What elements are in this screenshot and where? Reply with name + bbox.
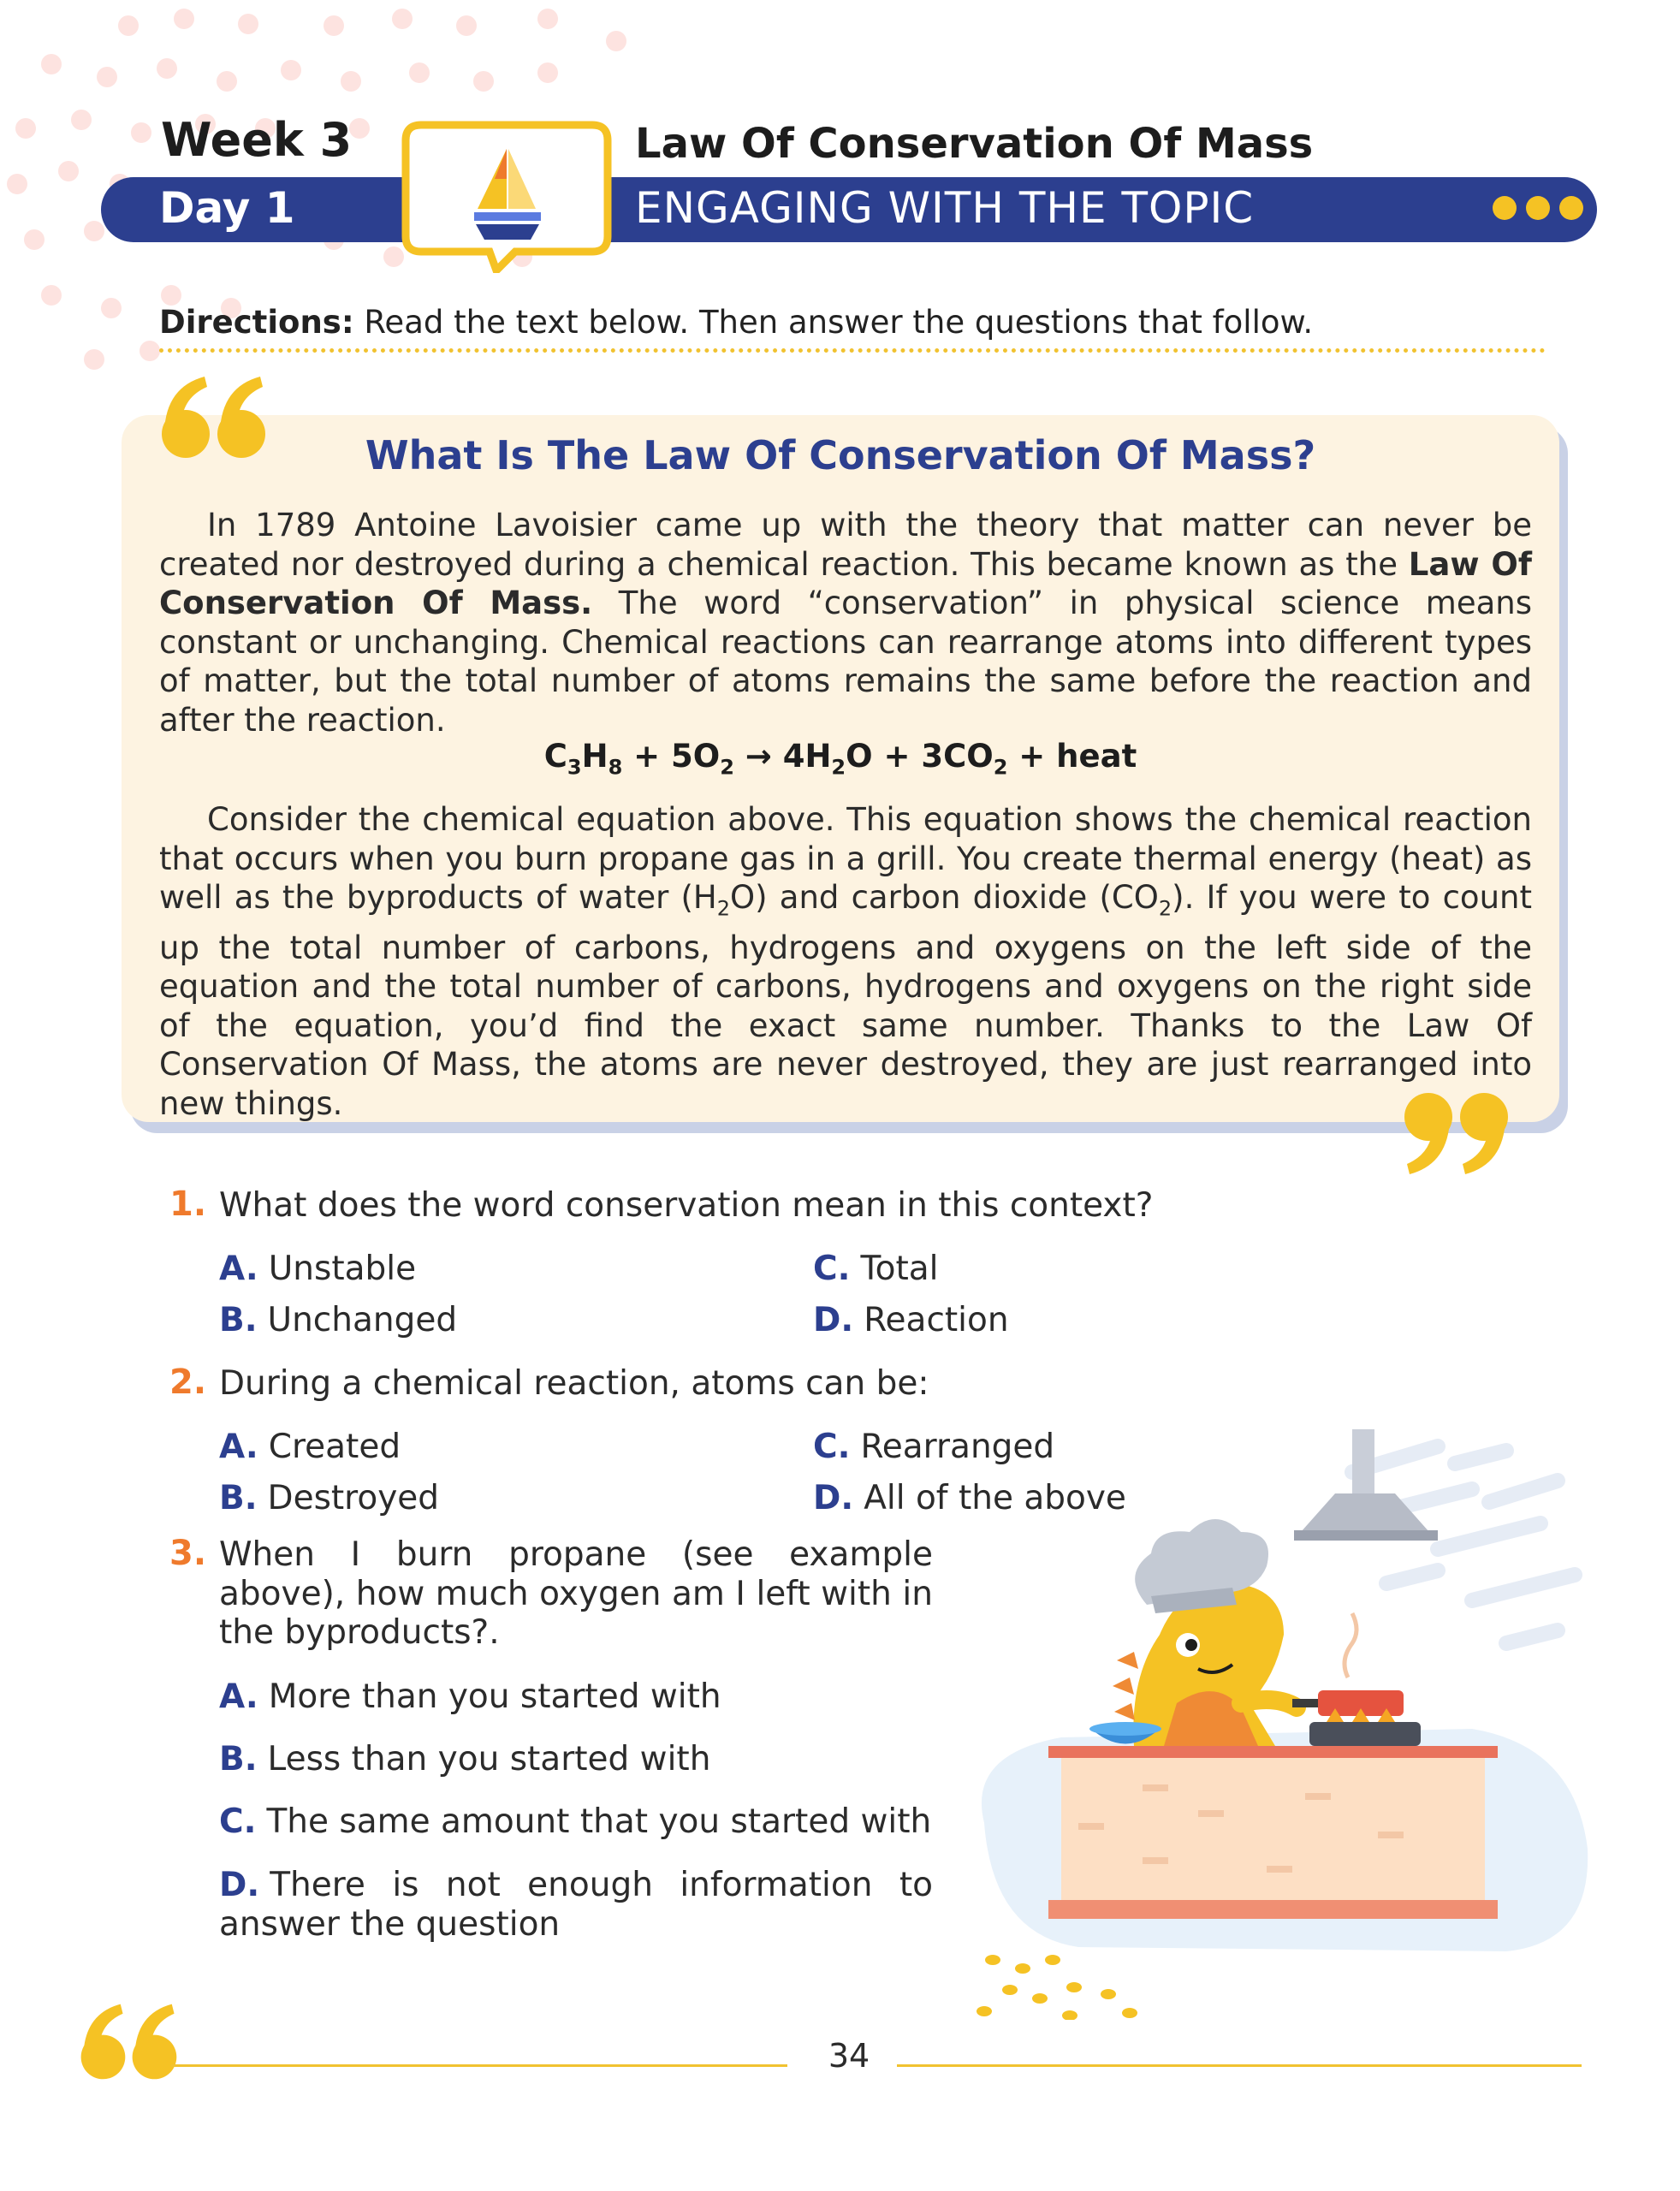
passage-text: In 1789 Antoine Lavoisier came up with the theory that matter can never be created nor destroyed during a chemical reaction. This became known as the [159,507,1532,583]
option-letter: A. [219,1428,258,1466]
directions-label: Directions: [159,304,354,341]
q3-option-a[interactable] [219,1677,721,1716]
option-text: Rearranged [860,1428,1055,1466]
option-letter: C. [813,1428,851,1466]
option-text: Unstable [268,1250,417,1288]
footer-quote-icon [77,1994,180,2088]
sailboat-logo-icon [395,115,618,273]
chemical-equation [122,738,1559,779]
eq-sub: 8 [608,755,623,780]
reading-title: What Is The Law Of Conservation Of Mass? [365,432,1316,478]
week-label: Week 3 [161,113,353,167]
day-label: Day 1 [159,183,295,233]
eq-sub: 2 [831,755,846,780]
section-subtitle: ENGAGING WITH THE TOPIC [635,183,1255,233]
page-number: 34 [828,2037,870,2075]
passage-text: ). If you were to count up the total number of carbons, hydrogens and oxygens on the left side of the equation and the total number of carbons, hydrogens and oxygens on the right side of the equation, you’d find the exact same number. Thanks to the Law Of Conservation Of Mass, the atoms are never destroyed, they are just rearranged into new things. [159,879,1532,1122]
q2-option-a[interactable] [219,1428,401,1466]
q3-option-b[interactable] [219,1740,710,1778]
eq-sub: 2 [993,755,1008,780]
option-text: Total [860,1250,939,1288]
option-text: Created [268,1428,401,1466]
passage-text: O) and carbon dioxide (CO [730,879,1159,916]
passage-text: Consider the chemical equation above. This equation shows the chemical reaction that occurs when you burn propane gas in a grill. You create thermal energy (heat) as well as the byproducts of water (H [159,801,1532,916]
eq-part: C [543,738,567,775]
q3-option-d[interactable] [219,1866,933,1944]
option-letter: D. [813,1479,854,1517]
option-letter: D. [813,1301,854,1339]
q3-option-c[interactable] [219,1802,931,1841]
passage-text: The word “conservation” in physical science means constant or unchanging. Chemical reactions can rearrange atoms into different types of matter, but the total number of atoms remains the same before the reaction and after the reaction. [159,585,1533,739]
question-3-number: 3. [169,1534,207,1573]
option-letter: D. [219,1866,260,1904]
option-letter: A. [219,1250,258,1288]
eq-part: + 5O [622,738,721,775]
footer-line-left [171,2064,787,2067]
option-text: Less than you started with [267,1740,711,1778]
dotted-divider [159,348,1546,353]
eq-sub: 2 [720,755,734,780]
question-1-text: What does the word conservation mean in this context? [219,1186,1154,1225]
eq-part: H [581,738,608,775]
passage-paragraph-1 [159,506,1532,739]
option-letter: B. [219,1479,258,1517]
topic-title: Law Of Conservation Of Mass [635,120,1314,168]
passage-sub: 2 [716,896,731,921]
passage-bold-term: Law Of Conservation Of Mass. [159,545,1532,621]
q1-option-b[interactable] [219,1301,457,1339]
passage-paragraph-2 [159,800,1532,1123]
question-2-number: 2. [169,1363,207,1402]
option-text: Destroyed [267,1479,440,1517]
eq-part: + heat [1007,738,1137,775]
question-2-text: During a chemical reaction, atoms can be: [219,1364,929,1403]
q2-option-b[interactable] [219,1479,439,1517]
question-3-text: When I burn propane (see example above), how much oxygen am I left with in the byproducts?. [219,1535,933,1652]
option-letter: C. [219,1802,257,1841]
option-text: The same amount that you started with [266,1802,932,1841]
eq-part: → 4H [733,738,832,775]
option-letter: C. [813,1250,851,1288]
eq-sub: 3 [567,755,582,780]
option-letter: B. [219,1740,258,1778]
q1-option-c[interactable] [813,1250,939,1288]
footer-line-right [897,2064,1582,2067]
option-letter: B. [219,1301,258,1339]
option-text: All of the above [864,1479,1126,1517]
directions [159,304,1313,341]
passage-sub: 2 [1158,896,1172,921]
cooking-dinosaur-illustration [959,1421,1609,2020]
eq-part: O + 3CO [846,738,994,775]
dots-icon [1493,196,1583,220]
option-text: Unchanged [267,1301,458,1339]
option-text: More than you started with [268,1677,721,1716]
directions-text: Read the text below. Then answer the questions that follow. [353,304,1314,341]
option-text: Reaction [864,1301,1009,1339]
q1-option-a[interactable] [219,1250,416,1288]
q1-option-d[interactable] [813,1301,1009,1339]
option-letter: A. [219,1677,258,1716]
option-text: There is not enough information to answer the question [219,1866,933,1944]
question-1-number: 1. [169,1185,207,1224]
